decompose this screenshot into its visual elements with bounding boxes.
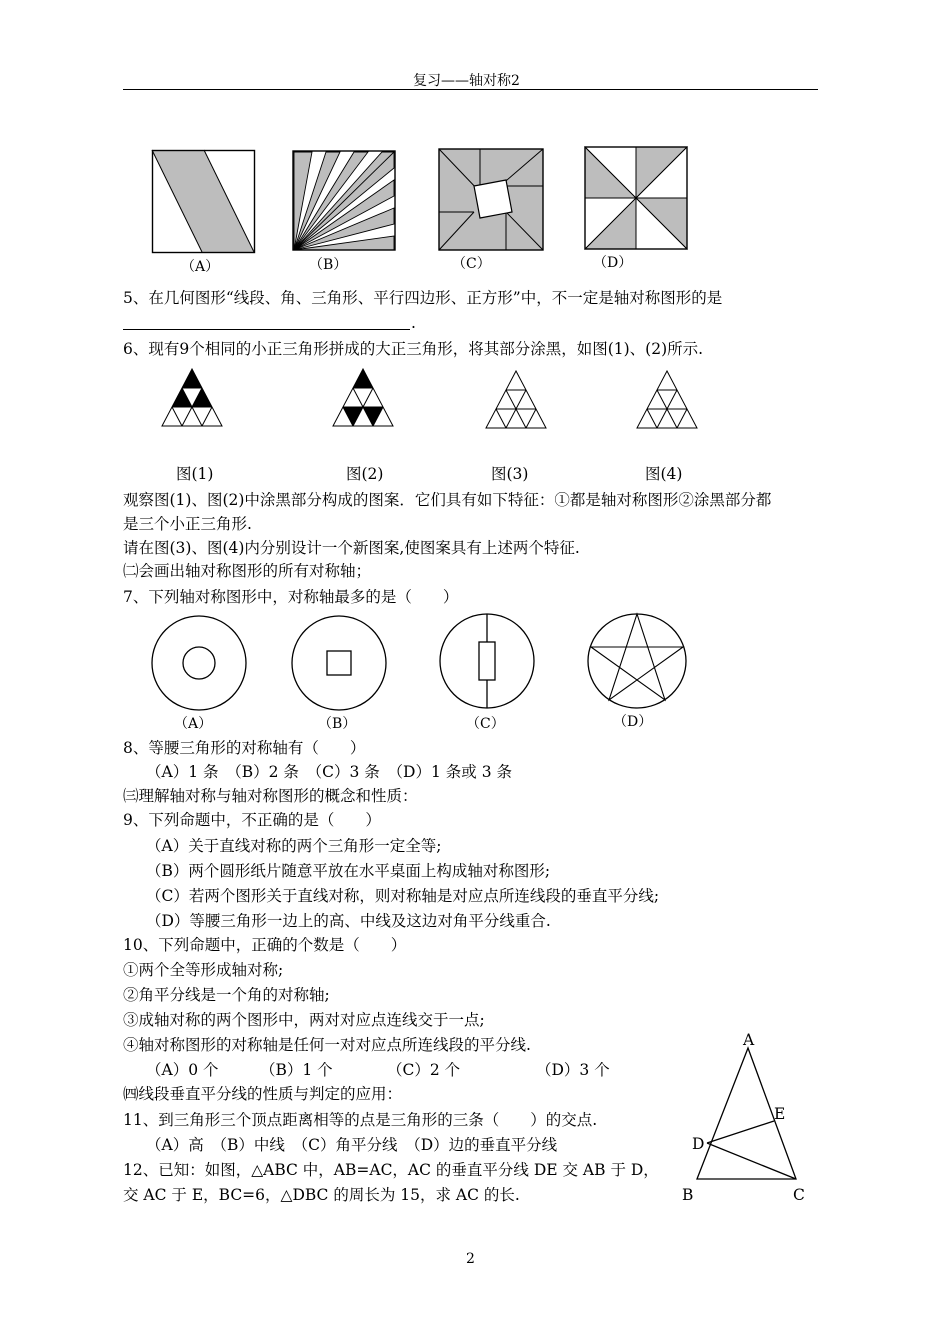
section-4-heading: ㈣线段垂直平分线的性质与判定的应用： [123,1085,403,1103]
q4-figure-a [152,150,256,254]
q5-answer-blank [123,329,410,330]
q6-figure-4 [635,369,699,429]
q6-figure-1 [160,367,224,427]
q11-question: 11、到三角形三个顶点距离相等的点是三角形的三条（ ）的交点. [123,1111,598,1129]
q6-task: 请在图(3)、图(4)内分别设计一个新图案,使图案具有上述两个特征. [123,539,580,557]
q10-item-4: ④轴对称图形的对称轴是任何一对对应点所连线段的平分线. [123,1036,531,1054]
q7-question: 7、下列轴对称图形中，对称轴最多的是（ ） [123,588,459,606]
q10-option-a: （A）0 个 [146,1061,219,1079]
page-header-title: 复习——轴对称2 [413,73,520,89]
q6-observe-line-1: 观察图(1)、图(2)中涂黑部分构成的图案．它们具有如下特征：①都是轴对称图形②涂黑部分都 [123,491,772,509]
q6-fig-label-1: 图(1) [176,465,214,483]
q7-figure-b [290,614,388,712]
q10-item-1: ①两个全等形成轴对称; [123,961,284,979]
q7-label-b: （B） [318,716,357,732]
q6-fig-label-3: 图(3) [491,465,529,483]
q5-blank-end: . [411,314,416,332]
q8-question: 8、等腰三角形的对称轴有（ ） [123,739,366,757]
q10-option-c: （C）2 个 [387,1061,461,1079]
q10-option-d: （D）3 个 [536,1061,610,1079]
q12-vertex-d: D [692,1135,705,1153]
q7-label-c: （C） [466,716,505,732]
q12-vertex-e: E [774,1105,786,1123]
q4-label-b: （B） [309,257,348,273]
q6-question: 6、现有9个相同的小正三角形拼成的大正三角形，将其部分涂黑，如图(1)、(2)所示. [123,340,704,358]
q7-label-a: （A） [174,716,213,732]
q7-label-d: （D） [613,714,653,730]
q10-item-3: ③成轴对称的两个图形中，两对对应点连线交于一点; [123,1011,485,1029]
q5-question: 5、在几何图形“线段、角、三角形、平行四边形、正方形”中，不一定是轴对称图形的是 [123,289,723,307]
q6-figure-3 [484,369,548,429]
q8-options: （A）1 条 （B）2 条 （C）3 条 （D）1 条或 3 条 [146,763,512,781]
q10-question: 10、下列命题中，正确的个数是（ ） [123,936,407,954]
q7-figure-a [150,614,248,712]
q9-option-b: （B）两个圆形纸片随意平放在水平桌面上构成轴对称图形; [146,862,551,880]
q7-figure-c [438,612,536,710]
q6-fig-label-2: 图(2) [346,465,384,483]
q9-option-c: （C）若两个图形关于直线对称，则对称轴是对应点所连线段的垂直平分线; [146,887,660,905]
q4-figure-b [292,150,396,254]
q9-option-a: （A）关于直线对称的两个三角形一定全等; [146,837,442,855]
q12-vertex-b: B [682,1186,694,1204]
header-rule [123,89,818,90]
q6-figure-2 [331,367,395,427]
q6-observe-line-2: 是三个小正三角形. [123,515,252,533]
q4-figure-d [584,146,690,252]
q4-label-d: （D） [593,255,633,271]
q12-vertex-c: C [793,1186,805,1204]
section-3-heading: ㈢理解轴对称与轴对称图形的概念和性质： [123,787,418,805]
q4-label-c: （C） [452,256,491,272]
q6-fig-label-4: 图(4) [645,465,683,483]
q10-item-2: ②角平分线是一个角的对称轴; [123,986,330,1004]
q4-figure-c [438,148,544,252]
q12-question-line-2: 交 AC 于 E，BC=6，△DBC 的周长为 15，求 AC 的长. [123,1186,520,1204]
q7-figure-d [586,612,688,710]
q4-label-a: （A） [181,259,220,275]
q9-option-d: （D）等腰三角形一边上的高、中线及这边对角平分线重合. [146,912,551,930]
page-number: 2 [466,1251,475,1267]
q10-option-b: （B）1 个 [260,1061,333,1079]
q12-vertex-a: A [743,1031,755,1049]
q11-options: （A）高 （B）中线 （C）角平分线 （D）边的垂直平分线 [146,1136,558,1154]
q9-question: 9、下列命题中，不正确的是（ ） [123,811,381,829]
section-2-heading: ㈡会画出轴对称图形的所有对称轴； [123,562,372,580]
q12-question-line-1: 12、已知：如图，△ABC 中，AB=AC，AC 的垂直平分线 DE 交 AB 于 D， [123,1161,659,1179]
